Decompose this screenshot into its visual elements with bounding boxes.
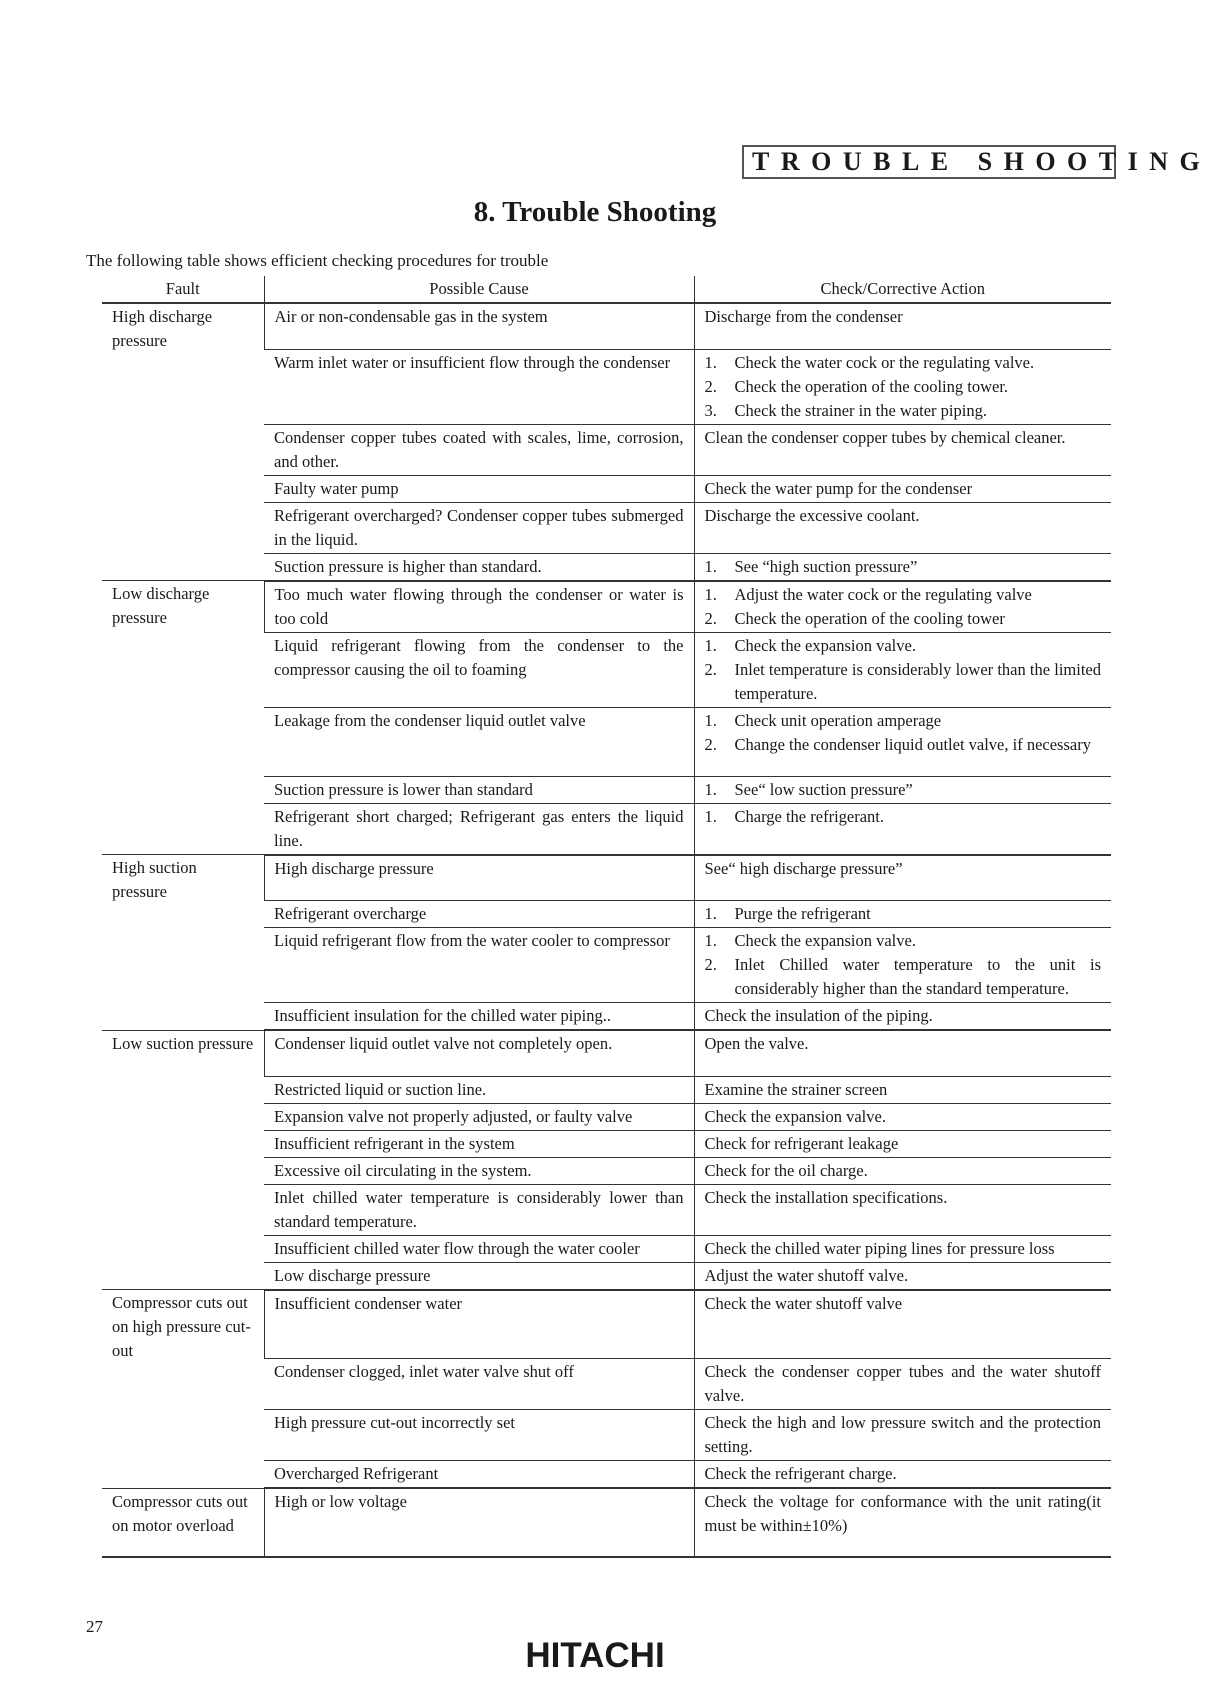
cause-cell: Inlet chilled water temperature is considerably lower than standard temperature.	[264, 1184, 694, 1235]
action-cell: Clean the condenser copper tubes by chemical cleaner.	[694, 424, 1111, 475]
action-step	[705, 709, 1102, 733]
cause-cell: Liquid refrigerant flowing from the condenser to the compressor causing the oil to foaming	[264, 632, 694, 707]
action-cell: Check for the oil charge.	[694, 1157, 1111, 1184]
cause-cell: Overcharged Refrigerant	[264, 1461, 694, 1489]
cause-cell: Refrigerant overcharge	[264, 901, 694, 928]
action-steps	[705, 583, 1102, 631]
cause-cell: Suction pressure is higher than standard.	[264, 553, 694, 581]
cause-cell: Refrigerant short charged; Refrigerant gas enters the liquid line.	[264, 803, 694, 855]
header-possible-cause: Possible Cause	[264, 276, 694, 303]
action-cell: Check the expansion valve.	[694, 1103, 1111, 1130]
step-number: 2.	[704, 659, 717, 679]
step-number: 1.	[704, 556, 717, 576]
action-cell: Check the refrigerant charge.	[694, 1461, 1111, 1489]
action-steps	[705, 351, 1102, 423]
fault-cell: Compressor cuts out on motor overload	[102, 1488, 264, 1557]
action-step	[705, 953, 1102, 1001]
cause-cell: Expansion valve not properly adjusted, or faulty valve	[264, 1103, 694, 1130]
step-number: 1.	[704, 710, 717, 730]
table-header-row	[102, 276, 1111, 303]
step-number: 1.	[704, 584, 717, 604]
action-steps	[705, 805, 1102, 829]
cause-cell: Too much water flowing through the condenser or water is too cold	[264, 581, 694, 633]
step-text: Check the strainer in the water piping.	[734, 400, 987, 420]
cause-cell: High discharge pressure	[264, 855, 694, 901]
action-cell	[694, 632, 1111, 707]
action-cell: Open the valve.	[694, 1030, 1111, 1076]
intro-text: The following table shows efficient checking procedures for trouble	[86, 251, 549, 270]
step-text: Purge the refrigerant	[734, 904, 871, 923]
step-number: 1.	[704, 806, 717, 826]
action-cell: Check the water pump for the condenser	[694, 475, 1111, 502]
action-cell	[694, 803, 1111, 855]
step-number: 1.	[704, 635, 717, 655]
action-cell: Check the installation specifications.	[694, 1184, 1111, 1235]
table-row	[102, 1030, 1111, 1076]
action-cell	[694, 581, 1111, 633]
cause-cell: Insufficient chilled water flow through the water cooler	[264, 1235, 694, 1262]
trouble-shooting-table	[102, 276, 1111, 1558]
action-cell: Discharge the excessive coolant.	[694, 502, 1111, 553]
fault-cell: High suction pressure	[102, 855, 264, 1031]
step-text: Change the condenser liquid outlet valve, if necessary	[734, 734, 1091, 754]
step-number: 1.	[704, 779, 717, 799]
action-step	[705, 929, 1102, 953]
cause-cell: Excessive oil circulating in the system.	[264, 1157, 694, 1184]
action-steps	[705, 709, 1102, 757]
action-cell: Check the insulation of the piping.	[694, 1003, 1111, 1031]
fault-cell: Low discharge pressure	[102, 581, 264, 855]
action-step	[705, 351, 1102, 375]
action-cell: Check for refrigerant leakage	[694, 1130, 1111, 1157]
fault-cell: Low suction pressure	[102, 1030, 264, 1290]
action-cell	[694, 901, 1111, 928]
table-row	[102, 1290, 1111, 1359]
action-cell: Check the voltage for conformance with the unit rating(it must be within±10%)	[694, 1488, 1111, 1557]
action-cell: Examine the strainer screen	[694, 1076, 1111, 1103]
cause-cell: Insufficient insulation for the chilled water piping..	[264, 1003, 694, 1031]
action-step	[705, 399, 1102, 423]
table-row	[102, 581, 1111, 633]
action-cell: Check the chilled water piping lines for pressure loss	[694, 1235, 1111, 1262]
step-number: 1.	[704, 904, 717, 923]
step-text: Inlet Chilled water temperature to the unit is considerably higher than the standard temperature.	[734, 955, 1101, 998]
action-step	[705, 634, 1102, 658]
header-fault: Fault	[102, 276, 264, 303]
table-row	[102, 303, 1111, 349]
action-steps	[705, 634, 1102, 706]
action-step	[705, 805, 1102, 829]
action-steps	[705, 555, 1102, 579]
action-cell	[694, 928, 1111, 1003]
page-title: 8. Trouble Shooting	[473, 196, 717, 228]
action-cell: Discharge from the condenser	[694, 303, 1111, 349]
action-step	[705, 658, 1102, 706]
brand-logo: HITACHI	[525, 1636, 665, 1675]
action-step	[705, 778, 1102, 802]
cause-cell: Condenser liquid outlet valve not completely open.	[264, 1030, 694, 1076]
step-text: Check the operation of the cooling tower.	[734, 376, 1009, 396]
step-text: Charge the refrigerant.	[734, 806, 884, 826]
action-steps	[705, 778, 1102, 802]
step-number: 2.	[704, 734, 717, 754]
step-number: 1.	[704, 352, 717, 372]
cause-cell: Restricted liquid or suction line.	[264, 1076, 694, 1103]
step-text: Check the water cock or the regulating valve.	[734, 352, 1035, 372]
action-cell: Check the water shutoff valve	[694, 1290, 1111, 1359]
cause-cell: High or low voltage	[264, 1488, 694, 1557]
step-number: 1.	[704, 931, 717, 950]
action-step	[705, 375, 1102, 399]
action-cell	[694, 776, 1111, 803]
section-tag: TROUBLE SHOOTING	[742, 145, 1116, 179]
step-number: 2.	[704, 376, 717, 396]
cause-cell: Air or non-condensable gas in the system	[264, 303, 694, 349]
header-corrective-action: Check/Corrective Action	[694, 276, 1111, 303]
page-number: 27	[86, 1617, 103, 1636]
step-text: Check the operation of the cooling tower	[734, 608, 1005, 628]
action-cell: See“ high discharge pressure”	[694, 855, 1111, 901]
step-number: 3.	[704, 400, 717, 420]
action-step	[705, 555, 1102, 579]
action-cell: Adjust the water shutoff valve.	[694, 1262, 1111, 1290]
step-number: 2.	[704, 608, 717, 628]
step-text: See“ low suction pressure”	[734, 779, 913, 799]
action-step	[705, 733, 1102, 757]
cause-cell: Insufficient refrigerant in the system	[264, 1130, 694, 1157]
cause-cell: High pressure cut-out incorrectly set	[264, 1410, 694, 1461]
action-steps	[705, 929, 1102, 1001]
cause-cell: Low discharge pressure	[264, 1262, 694, 1290]
step-text: See “high suction pressure”	[734, 556, 918, 576]
table-row	[102, 855, 1111, 901]
cause-cell: Condenser copper tubes coated with scales, lime, corrosion, and other.	[264, 424, 694, 475]
table-body	[102, 303, 1111, 1557]
action-cell	[694, 553, 1111, 581]
step-number: 2.	[704, 955, 717, 974]
action-cell: Check the high and low pressure switch and the protection setting.	[694, 1410, 1111, 1461]
cause-cell: Liquid refrigerant flow from the water cooler to compressor	[264, 928, 694, 1003]
cause-cell: Warm inlet water or insufficient flow through the condenser	[264, 349, 694, 424]
fault-cell: Compressor cuts out on high pressure cut-out	[102, 1290, 264, 1489]
step-text: Check the expansion valve.	[734, 931, 916, 950]
step-text: Adjust the water cock or the regulating valve	[734, 584, 1032, 604]
cause-cell: Suction pressure is lower than standard	[264, 776, 694, 803]
fault-cell: High discharge pressure	[102, 303, 264, 581]
step-text: Check unit operation amperage	[734, 710, 942, 730]
cause-cell: Leakage from the condenser liquid outlet valve	[264, 707, 694, 776]
cause-cell: Faulty water pump	[264, 475, 694, 502]
action-steps	[705, 902, 1102, 926]
cause-cell: Refrigerant overcharged? Condenser copper tubes submerged in the liquid.	[264, 502, 694, 553]
table-row	[102, 1488, 1111, 1557]
cause-cell: Insufficient condenser water	[264, 1290, 694, 1359]
step-text: Check the expansion valve.	[734, 635, 916, 655]
action-step	[705, 607, 1102, 631]
action-step	[705, 583, 1102, 607]
cause-cell: Condenser clogged, inlet water valve shut off	[264, 1359, 694, 1410]
step-text: Inlet temperature is considerably lower than the limited temperature.	[734, 659, 1101, 703]
action-cell	[694, 707, 1111, 776]
action-cell	[694, 349, 1111, 424]
action-step	[705, 902, 1102, 926]
action-cell: Check the condenser copper tubes and the water shutoff valve.	[694, 1359, 1111, 1410]
